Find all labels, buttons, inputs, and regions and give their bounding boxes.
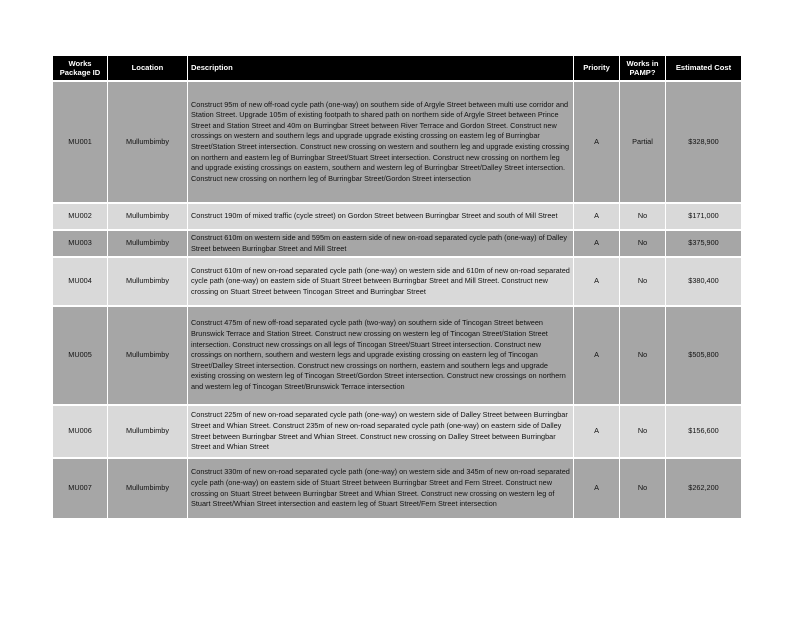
priority: A: [574, 256, 620, 305]
works-in-pamp: No: [620, 457, 666, 518]
works-package-id: MU003: [53, 229, 108, 256]
works-package-id: MU001: [53, 80, 108, 202]
description: Construct 95m of new off-road cycle path (one-way) on southern side of Argyle Street between multi use corridor and Station Street. Upgrade 105m of existing footpath to shared path on northern side of Argyle Street between Prince Street and Station Street and 40m on Burringbar Street between River Terrace and Gordon Street. Construct new crossings on western and southern legs and upgrade upgrade existing crossing on eastern leg of Burringbar Street/Station Street intersection. Construct new crossing on western and southern leg and upgrade existing crossing on northern and eastern leg of Burringbar Street/Stuart Street intersection. Construct new crossing on northern leg and upgrade existing crossings on eastern, southern and western leg of Burringbar Street/Dalley Street intersection. Construct new crossing on northern leg of Burringbar Street/Gordon Street intersection: [188, 80, 574, 202]
works-in-pamp: No: [620, 229, 666, 256]
priority: A: [574, 404, 620, 457]
table-row: [53, 80, 741, 202]
estimated-cost: $156,600: [666, 404, 741, 457]
priority: A: [574, 80, 620, 202]
priority: A: [574, 457, 620, 518]
works-package-table: [53, 56, 741, 518]
location: Mullumbimby: [108, 457, 188, 518]
works-package-id: MU007: [53, 457, 108, 518]
table-row: [53, 229, 741, 256]
works-in-pamp: No: [620, 305, 666, 404]
description: Construct 610m of new on-road separated cycle path (one-way) on western side and 610m of new on-road separated cycle path (one-way) on eastern side of Stuart Street between Burringbar Street and Mill Street. Construct new crossing on Stuart Street between Tincogan Street and Burringbar Street: [188, 256, 574, 305]
table-row: [53, 256, 741, 305]
estimated-cost: $380,400: [666, 256, 741, 305]
priority: A: [574, 305, 620, 404]
table-row: [53, 404, 741, 457]
description: Construct 610m on western side and 595m on eastern side of new on-road separated cycle path (one-way) of Dalley Street between Burringbar Street and Mill Street: [188, 229, 574, 256]
estimated-cost: $328,900: [666, 80, 741, 202]
works-in-pamp: No: [620, 256, 666, 305]
description: Construct 225m of new on-road separated cycle path (one-way) on western side of Dalley Street between Burringbar Street and Whian Street. Construct 235m of new on-road separated cycle path (one-way) on eastern side of Dalley Street between Burringbar Street and Whian Street. Construct new crossing on Dalley Street between Burringbar Street and Whian Street: [188, 404, 574, 457]
header-priority: Priority: [574, 56, 620, 80]
header-estimated-cost: Estimated Cost: [666, 56, 741, 80]
table-row: [53, 305, 741, 404]
estimated-cost: $262,200: [666, 457, 741, 518]
location: Mullumbimby: [108, 229, 188, 256]
location: Mullumbimby: [108, 202, 188, 229]
description: Construct 475m of new off-road separated cycle path (two-way) on southern side of Tincogan Street between Brunswick Terrace and Station Street. Construct new crossing on western leg of Tincogan Street/Station Street intersection. Construct new crossings on all legs of Tincogan Street/Stuart Street intersection. Construct new crossings on northern, southern and western legs and upgrade existing crossing on eastern leg of Tincogan Street/Dalley Street intersection. Construct new crossings on northern, eastern and southern legs and upgrade existing crossing on western leg of Tincogan Street/Gordon Street intersection. Construct new crossings on northern and western leg of Tincogan Street/Brunswick Terrace intersection: [188, 305, 574, 404]
location: Mullumbimby: [108, 80, 188, 202]
description: Construct 190m of mixed traffic (cycle street) on Gordon Street between Burringbar Street and south of Mill Street: [188, 202, 574, 229]
works-package-id: MU004: [53, 256, 108, 305]
header-works-package-id: Works Package ID: [53, 56, 108, 80]
estimated-cost: $375,900: [666, 229, 741, 256]
estimated-cost: $505,800: [666, 305, 741, 404]
header-works-in-pamp: Works in PAMP?: [620, 56, 666, 80]
location: Mullumbimby: [108, 404, 188, 457]
works-package-id: MU006: [53, 404, 108, 457]
priority: A: [574, 202, 620, 229]
table-row: [53, 457, 741, 518]
location: Mullumbimby: [108, 256, 188, 305]
works-package-id: MU005: [53, 305, 108, 404]
description: Construct 330m of new on-road separated cycle path (one-way) on western side and 345m of new on-road separated cycle path (one-way) on eastern side of Stuart Street between Burringbar Street and Fern Street. Construct new crossing on Stuart Street between Burringbar Street and Whian Street. Construct new crossing on western leg of Stuart Street/Whian Street intersection and eastern leg of Stuart Street/Fern Street intersection: [188, 457, 574, 518]
priority: A: [574, 229, 620, 256]
location: Mullumbimby: [108, 305, 188, 404]
table-header-row: [53, 56, 741, 80]
works-in-pamp: No: [620, 202, 666, 229]
header-location: Location: [108, 56, 188, 80]
table-row: [53, 202, 741, 229]
estimated-cost: $171,000: [666, 202, 741, 229]
works-package-id: MU002: [53, 202, 108, 229]
header-description: Description: [188, 56, 574, 80]
works-in-pamp: Partial: [620, 80, 666, 202]
works-in-pamp: No: [620, 404, 666, 457]
